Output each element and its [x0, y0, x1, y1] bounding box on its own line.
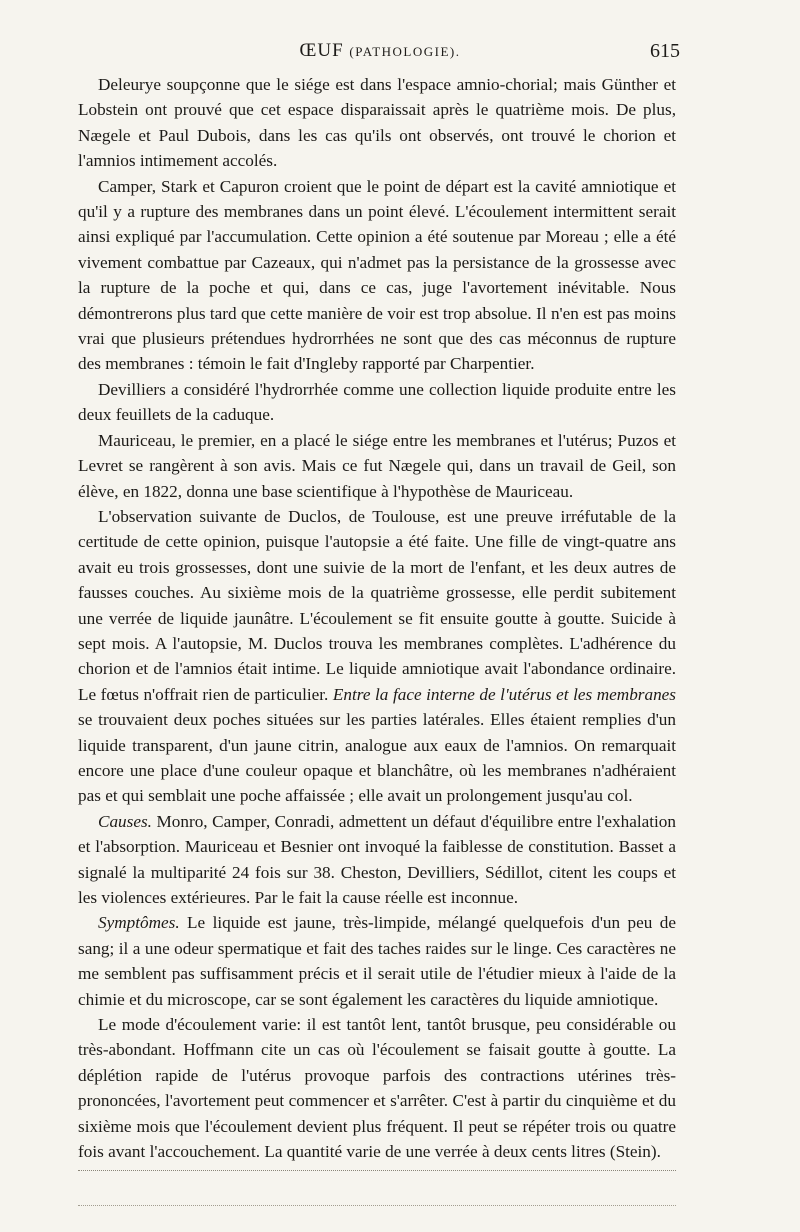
paragraph-causes — [78, 809, 676, 911]
observation-text: L'observation suivante de Duclos, de Toulouse, est une preuve irréfutable de la certitude de cette opinion, puisque l'autopsie a été faite. Une fille de vingt-quatre ans avait eu trois grossesses, dont une suivie de la mort de l'enfant, et les deux autres de fausses couches. Au sixième mois de la quatrième grossesse, elle perdit subitement une verrée de liquide jaunâtre. L'écoulement se fit ensuite goutte à goutte. Suicide à sept mois. A l'autopsie, M. Duclos trouva les membranes complètes. L'adhérence du chorion et de l'amnios était intime. Le liquide amniotique avait l'abondance ordinaire. Le fœtus n'offrait rien de particulier. — [78, 506, 676, 704]
running-head-subtitle: (PATHOLOGIE). — [349, 44, 461, 59]
page-body — [78, 72, 676, 1164]
bleed-through-line — [78, 1205, 676, 1206]
bleed-through-line — [78, 1170, 676, 1171]
paragraph: Camper, Stark et Capuron croient que le point de départ est la cavité amniotique et qu'il y a rupture des membranes dans un point élevé. L'écoulement intermittent serait ainsi expliqué par l'accumulation. Cette opinion a été soutenue par Moreau ; elle a été vivement combattue par Cazeaux, qui n'admet pas la persistance de la grossesse avec la rupture de la poche et qui, dans ce cas, juge l'avortement inévitable. Nous démontrerons plus tard que cette manière de voir est trop absolue. Il n'en est pas moins vrai que plusieurs prétendues hydrorrhées ne sont que des cas méconnus de rupture des membranes : témoin le fait d'Ingleby rapporté par Charpentier. — [78, 176, 676, 374]
symptomes-label: Symptômes. — [98, 913, 180, 933]
running-head-title: ŒUF — [299, 40, 344, 61]
paragraph: Deleurye soupçonne que le siége est dans l'espace amnio-chorial; mais Günther et Lobstein ont prouvé que cet espace disparaissait après le quatrième mois. De plus, Nægele et Paul Dubois, dans les cas qu'ils ont observés, ont trouvé le chorion et l'amnios intimement accolés. — [78, 75, 676, 171]
paragraph-symptomes — [78, 910, 676, 1012]
running-head — [80, 40, 680, 62]
observation-rest: se trouvaient deux poches situées sur les parties latérales. Elles étaient remplies d'un liquide transparent, d'un jaune citrin, analogue aux eaux de l'amnios. On remarquait encore une place d'une couleur opaque et blanchâtre, où les membranes n'adhéraient pas et qui semblait une poche affaissée ; elle avait un prolongement jusqu'au col. — [78, 710, 676, 806]
causes-label: Causes. — [98, 811, 152, 831]
page-number: 615 — [650, 40, 680, 62]
page-header — [80, 40, 680, 68]
causes-text: Monro, Camper, Conradi, admettent un défaut d'équilibre entre l'exhalation et l'absorption. Mauriceau et Besnier ont invoqué la faiblesse de constitution. Basset a signalé la multiparité 24 fois sur 38. Cheston, Devilliers, Sédillot, citent les coups et les violences extérieures. Par le fait la cause réelle est inconnue. — [78, 811, 676, 907]
observation-italic: Entre la face interne de l'utérus et les membranes — [332, 684, 677, 704]
paragraph: Devilliers a considéré l'hydrorrhée comme une collection liquide produite entre les deux feuillets de la caduque. — [78, 379, 676, 425]
symptomes-text: Le liquide est jaune, très-limpide, mélangé quelquefois d'un peu de sang; il a une odeur spermatique et fait des taches raides sur le linge. Ces caractères ne me semblent pas suffisamment précis et il serait utile de l'étudier mieux à l'aide de la chimie et du microscope, car se sont également les caractères du liquide amniotique. — [78, 913, 676, 1009]
paragraph-ecoulement: Le mode d'écoulement varie: il est tantôt lent, tantôt brusque, peu considérable ou très-abondant. Hoffmann cite un cas où l'écoulement se faisait goutte à goutte. La déplétion rapide de l'utérus provoque parfois des contractions utérines très-prononcées, l'avortement peut commencer et s'arrêter. C'est à partir du cinquième et du sixième mois que l'écoulement devient plus fréquent. Il peut se répéter trois ou quatre fois avant l'accouchement. La quantité varie de une verrée à deux cents litres (Stein). — [78, 1015, 676, 1162]
paragraph: Mauriceau, le premier, en a placé le siége entre les membranes et l'utérus; Puzos et Levret se rangèrent à son avis. Mais ce fut Nægele qui, dans un travail de Geil, son élève, en 1822, donna une base scientifique à l'hypothèse de Mauriceau. — [78, 430, 676, 501]
paragraph-observation — [78, 504, 676, 809]
